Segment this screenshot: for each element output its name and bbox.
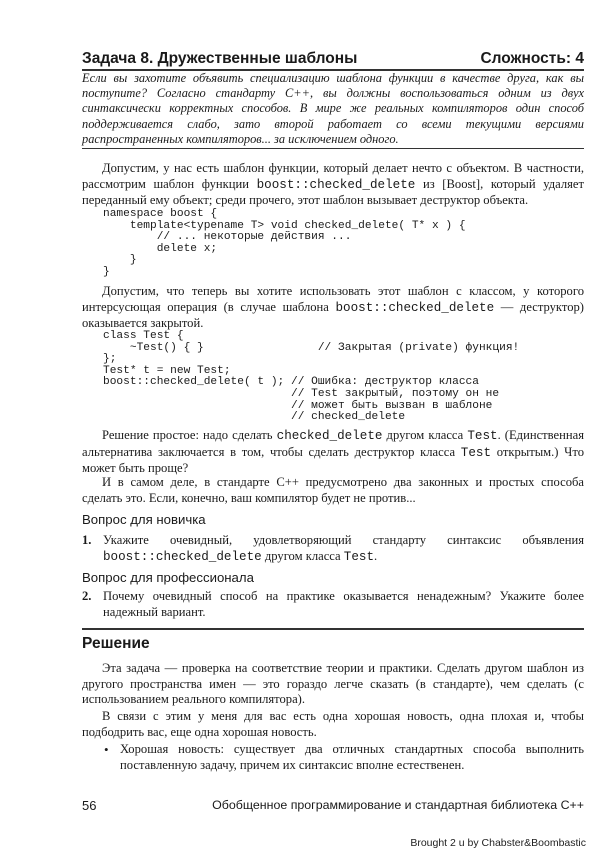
- solution-heading: Решение: [82, 635, 150, 652]
- solution-paragraph-1: Эта задача — проверка на соответствие теории и практики. Сделать другом шаблон из другого пространства имен — это гораздо легче сказать (в стандарте), чем сделать (с использованием реального компилятора).: [82, 661, 584, 706]
- paragraph-3: Решение простое: надо сделать checked_delete другом класса Test. (Единственная альтернатива заключается в том, чтобы сделать деструктор класса Test открытым.) Что может быть проще?: [82, 428, 585, 475]
- question-number-2: 2.: [82, 589, 92, 603]
- scan-credit: Brought 2 u by Chabster&Boombastic: [410, 837, 586, 849]
- bullet-icon: •: [104, 742, 109, 757]
- solution-bullet: • Хорошая новость: существует два отличных стандартных способа выполнить поставленную задачу, причем их синтаксис вполне естественен.: [104, 742, 584, 772]
- paragraph-1: Допустим, у нас есть шаблон функции, который делает нечто с объектом. В частности, рассмотрим шаблон функции boost::checked_delete из [Boost], который удаляет переданный ему объект; среди прочего, этот шаблон вызывает деструктор объекта.: [82, 161, 584, 207]
- novice-question: 1. Укажите очевидный, удовлетворяющий стандарту синтаксис объявления boost::checked_delete другом класса Test.: [82, 533, 584, 564]
- difficulty-label: Сложность: 4: [480, 50, 584, 67]
- solution-rule: [82, 628, 584, 630]
- novice-heading: Вопрос для новичка: [82, 512, 206, 527]
- code-block-2: class Test { ~Test() { } // Закрытая (private) функция! }; Test* t = new Test; boost::checked_delete( t ); // Ошибка: деструктор класса // Test закрытый, поэтому он не // может быть вызван в шаблоне // checked_delete: [103, 330, 520, 424]
- pro-heading: Вопрос для профессионала: [82, 570, 254, 585]
- running-footer-title: Обобщенное программирование и стандартная библиотека C++: [212, 798, 584, 812]
- solution-paragraph-2: В связи с этим у меня для вас есть одна хорошая новость, одна плохая и, чтобы подбодрить вас, еще одна хорошая новость.: [82, 709, 584, 739]
- paragraph-4: И в самом деле, в стандарте C++ предусмотрено два законных и простых способа сделать это. Если, конечно, ваш компилятор будет не против...: [82, 475, 584, 505]
- task-title: Задача 8. Дружественные шаблоны: [82, 50, 358, 67]
- question-number-1: 1.: [82, 533, 92, 547]
- page-number: 56: [82, 798, 97, 813]
- task-intro: Если вы захотите объявить специализацию шаблона функции в качестве друга, как вы поступите? Согласно стандарту C++, вы должны воспользоваться одним из двух синтаксически корректных способов. В мире же реальных компиляторов один способ поддерживается слабо, зато второй работает со всеми текущими версиями распространенных компиляторов... за исключением одного.: [82, 71, 584, 146]
- paragraph-2: Допустим, что теперь вы хотите использовать этот шаблон с классом, у которого интерсусющая операция (в случае шаблона boost::checked_delete — деструктор) оказывается закрытой.: [82, 284, 584, 330]
- pro-question: 2. Почему очевидный способ на практике оказывается ненадежным? Укажите более надежный вариант.: [82, 589, 584, 619]
- intro-rule: [82, 148, 584, 149]
- code-block-1: namespace boost { template<typename T> void checked_delete( T* x ) { // ... некоторые действия ... delete x; } }: [103, 208, 466, 278]
